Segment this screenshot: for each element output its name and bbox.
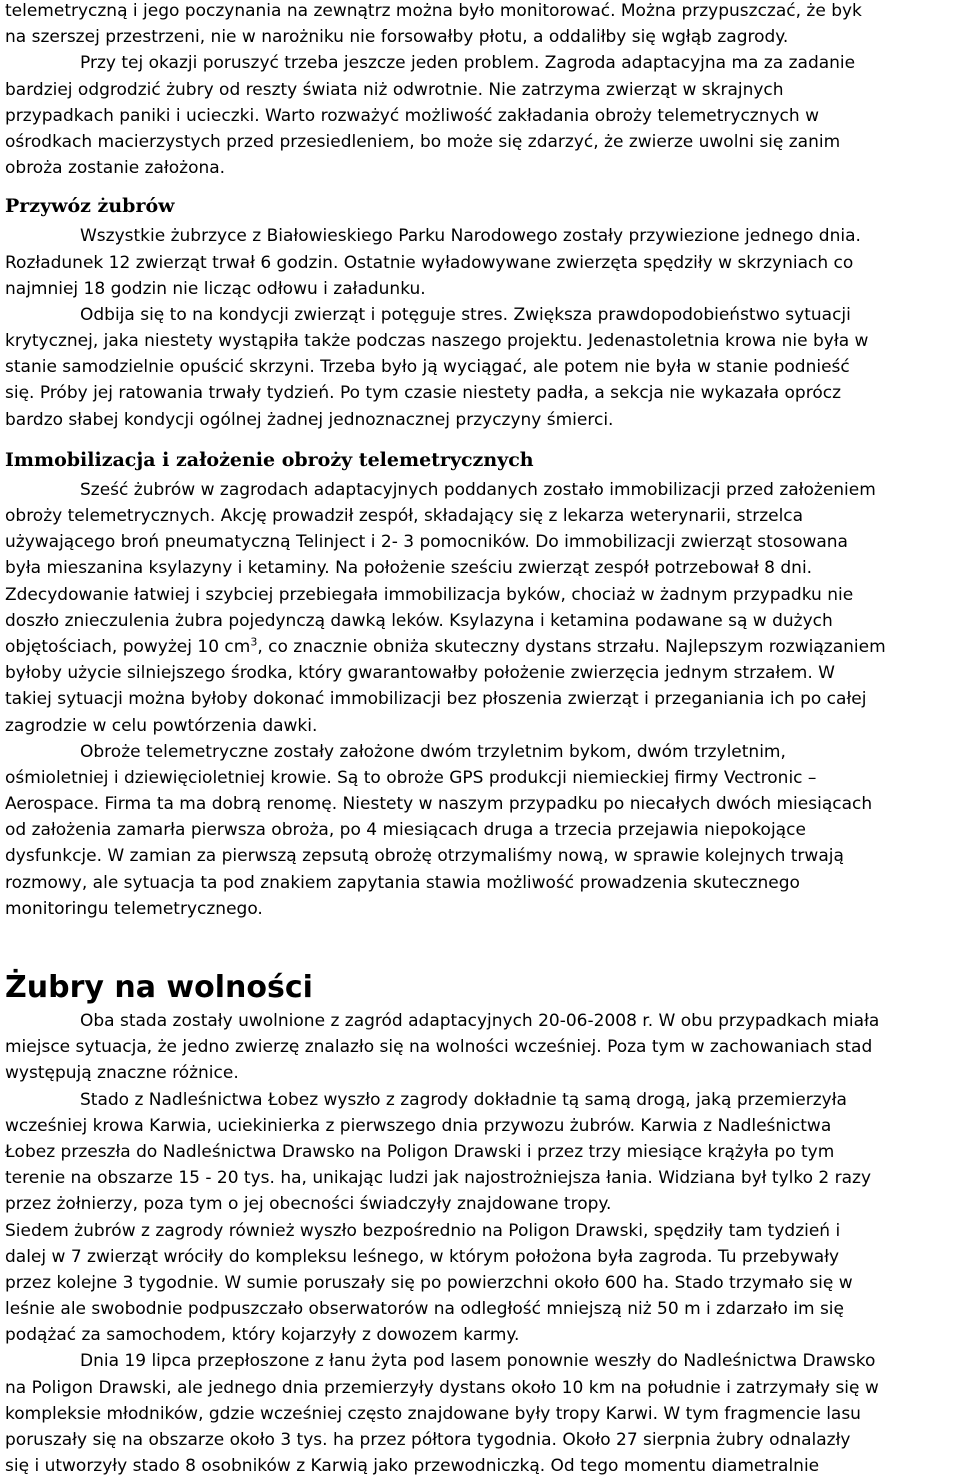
paragraph-zubry-na-wolnosci	[5, 1008, 955, 1479]
paragraph-immobilizacja	[5, 477, 955, 922]
text-line: ośmioletniej i dziewięcioletniej krowie. Są to obroże GPS produkcji niemieckiej firmy Vectronic –	[5, 767, 817, 788]
section-heading-przywoz: Przywóz żubrów	[5, 195, 175, 218]
text-line: podążać za samochodem, który kojarzyły z dowozem karmy.	[5, 1325, 520, 1346]
text-line: Oba stada zostały uwolnione z zagród adaptacyjnych 20-06-2008 r. W obu przypadkach miała	[80, 1011, 880, 1031]
text-line: krytycznej, jaka niestety wystąpiła także podczas naszego projektu. Jedenastoletnia krowa nie była w	[5, 331, 869, 352]
text-line: zagrodzie w celu powtórzenia dawki.	[5, 715, 318, 736]
text-line: Wszystkie żubrzyce z Białowieskiego Parku Narodowego zostały przywiezione jednego dnia.	[80, 226, 861, 247]
text-line: na szerszej przestrzeni, nie w narożniku nie forsowałby płotu, a oddaliłby się wgłąb zagrody.	[5, 27, 789, 48]
text-line: przez kolejne 3 tygodnie. W sumie poruszały się po powierzchni około 600 ha. Stado trzymało się w	[5, 1272, 853, 1293]
text-line: od założenia zamarła pierwsza obroża, po 4 miesiącach druga a trzecia przejawia niepokojące	[5, 820, 806, 841]
text-line: byłoby użycie silniejszego środka, który gwarantowałby położenie zwierzęcia jednym strzałem. W	[5, 663, 835, 684]
text-line: doszło znieczulenia żubra pojedynczą dawką leków. Ksylazyna i ketamina podawane są w dużych	[5, 610, 833, 631]
text-fragment: , co znacznie obniża skuteczny dystans strzału. Najlepszym rozwiązaniem	[257, 636, 886, 657]
text-line: bardzo słabej kondycji ogólnej żadnej jednoznacznej przyczyny śmierci.	[5, 409, 614, 430]
text-line: takiej sytuacji można byłoby dokonać immobilizacji bez płoszenia zwierząt i przeganiania ich po całej	[5, 689, 867, 710]
text-line: Sześć żubrów w zagrodach adaptacyjnych poddanych zostało immobilizacji przed założeniem	[80, 479, 876, 500]
text-line: terenie na obszarze 15 - 20 tys. ha, unikając ludzi jak najostrożniejsza łania. Widziana był tylko 2 razy	[5, 1168, 872, 1189]
text-line: występują znaczne różnice.	[5, 1063, 239, 1084]
text-line: Przy tej okazji poruszyć trzeba jeszcze jeden problem. Zagroda adaptacyjna ma za zadanie	[80, 53, 856, 74]
text-line: Odbija się to na kondycji zwierząt i potęguje stres. Zwiększa prawdopodobieństwo sytuacji	[80, 304, 851, 325]
text-line: telemetryczną i jego poczynania na zewnątrz można było monitorować. Można przypuszczać, że byk	[5, 1, 862, 21]
text-line: na Poligon Drawski, ale jednego dnia przemierzyły dystans około 10 km na południe i zatrzymały się w	[5, 1377, 879, 1398]
text-line: Dnia 19 lipca przepłoszone z łanu żyta pod lasem ponownie weszły do Nadleśnictwa Drawsko	[80, 1351, 876, 1372]
superscript: 3	[250, 635, 258, 649]
chapter-heading-zubry-na-wolnosci: Żubry na wolności	[5, 970, 313, 1005]
text-line: Aerospace. Firma ta ma dobrą renomę. Niestety w naszym przypadku po niecałych dwóch miesiącach	[5, 794, 873, 815]
document-page	[5, 0, 955, 1479]
text-line: obroży telemetrycznych. Akcję prowadził zespół, składający się z lekarza weterynarii, strzelca	[5, 506, 804, 526]
section-heading-immobilizacja: Immobilizacja i założenie obroży telemetrycznych	[5, 448, 534, 471]
text-line: używającego broń pneumatyczną Telinject i 2- 3 pomocników. Do immobilizacji zwierząt stosowana	[5, 532, 848, 553]
text-line: Siedem żubrów z zagrody również wyszło bezpośrednio na Poligon Drawski, spędziły tam tydzień i	[5, 1220, 841, 1241]
text-line: leśnie ale swobodnie podpuszczało obserwatorów na odległość mniejszą niż 50 m i zdarzało im się	[5, 1299, 844, 1320]
text-line: się i utworzyły stado 8 osobników z Karwią jako przewodniczką. Od tego momentu diametralnie	[5, 1456, 820, 1477]
text-line: wcześniej krowa Karwia, uciekinierka z pierwszego dnia przywozu żubrów. Karwia z Nadleśnictwa	[5, 1115, 832, 1136]
text-line: Rozładunek 12 zwierząt trwał 6 godzin. Ostatnie wyładowywane zwierzęta spędziły w skrzyniach co	[5, 252, 854, 273]
text-line-volume	[5, 634, 955, 660]
text-line: Stado z Nadleśnictwa Łobez wyszło z zagrody dokładnie tą samą drogą, jaką przemierzyła	[80, 1089, 847, 1110]
paragraph-przywoz	[5, 223, 955, 433]
text-line: kompleksie młodników, gdzie wcześniej często znajdowane były tropy Karwi. W tym fragmencie lasu	[5, 1403, 861, 1424]
text-line: przez żołnierzy, poza tym o jej obecności świadczyły znajdowane tropy.	[5, 1194, 612, 1215]
text-line: rozmowy, ale sytuacja ta pod znakiem zapytania stawia możliwość prowadzenia skutecznego	[5, 872, 800, 893]
text-line: obroża zostanie założona.	[5, 158, 226, 179]
text-line: poruszały się na obszarze około 3 tys. ha przez półtora tygodnia. Około 27 sierpnia żubry odnalazły	[5, 1430, 851, 1450]
text-line: przypadkach paniki i ucieczki. Warto rozważyć możliwość zakładania obroży telemetrycznych w	[5, 105, 819, 126]
text-line: Zdecydowanie łatwiej i szybciej przebiegała immobilizacja byków, chociaż w żadnym przypadku nie	[5, 584, 854, 605]
paragraph-intro	[5, 0, 955, 181]
text-line: stanie samodzielnie opuścić skrzyni. Trzeba było ją wyciągać, ale potem nie była w stanie podnieść	[5, 357, 850, 378]
text-line: najmniej 18 godzin nie licząc odłowu i załadunku.	[5, 278, 426, 299]
text-line: dysfunkcje. W zamian za pierwszą zepsutą obrożę otrzymaliśmy nową, w sprawie kolejnych trwają	[5, 846, 844, 867]
text-line: bardziej odgrodzić żubry od reszty świata niż odwrotnie. Nie zatrzyma zwierząt w skrajnych	[5, 79, 784, 100]
text-line: monitoringu telemetrycznego.	[5, 898, 263, 919]
text-fragment: objętościach, powyżej 10 cm	[5, 636, 251, 657]
text-line: była mieszanina ksylazyny i ketaminy. Na położenie sześciu zwierząt zespół potrzebował 8 dni.	[5, 558, 813, 579]
text-line: dalej w 7 zwierząt wróciły do kompleksu leśnego, w którym położona była zagroda. Tu przebywały	[5, 1246, 840, 1267]
text-line: się. Próby jej ratowania trwały tydzień. Po tym czasie niestety padła, a sekcja nie wykazała oprócz	[5, 383, 841, 404]
text-line: Obroże telemetryczne zostały założone dwóm trzyletnim bykom, dwóm trzyletnim,	[80, 741, 786, 762]
text-line: Łobez przeszła do Nadleśnictwa Drawsko na Poligon Drawski i przez trzy miesiące krążyła po tym	[5, 1141, 835, 1162]
text-line: ośrodkach macierzystych przed przesiedleniem, bo może się zdarzyć, że zwierze uwolni się zanim	[5, 131, 841, 152]
text-line: miejsce sytuacja, że jedno zwierzę znalazło się na wolności wcześniej. Poza tym w zachowaniach stad	[5, 1037, 873, 1058]
